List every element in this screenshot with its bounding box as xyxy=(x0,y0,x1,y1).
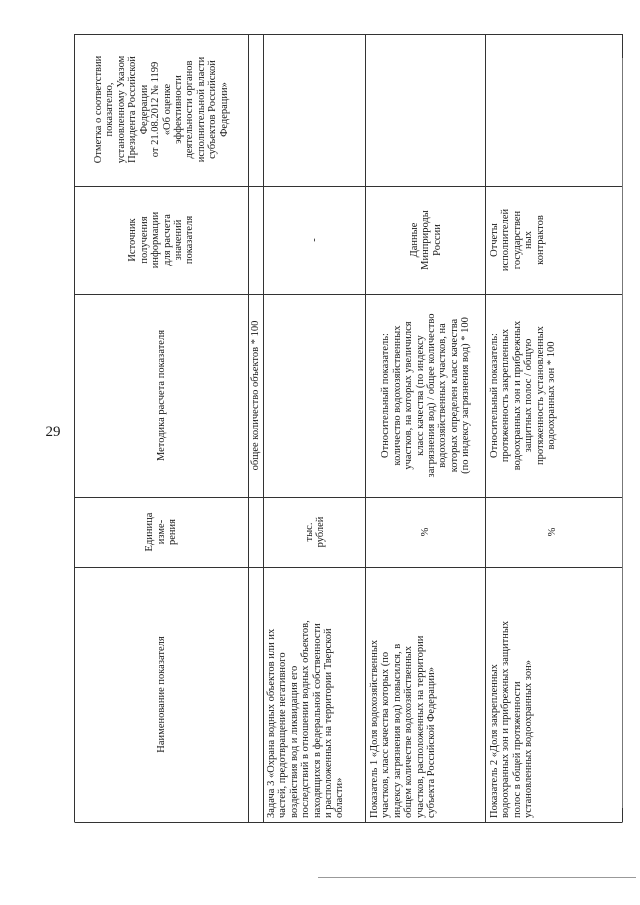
row-2-method: Относительный показатель: количество водохозяйственных участков, на которых увеличился класс качества (по индексу загрязнения вод) / общее количество водохозяйственных участков, на которых определен класс качества (по индексу загрязнения вод) * 100 xyxy=(380,313,472,478)
scan-edge-line xyxy=(318,877,636,878)
scan-edge-line xyxy=(622,58,623,808)
header-mark: Отметка о соответствии показателю, установленному Указом Президента Российской Федерации от 21.08.2012 № 1199 «Об оценке эффективности деятельности органов исполнительной власти субъектов Российской Федерации» xyxy=(93,55,230,164)
row-1-source: - xyxy=(309,238,321,242)
row-3-source: Отчеты исполнителей государствен ных контрактов xyxy=(489,208,546,272)
row-3-name: Показатель 2 «Доля закрепленных водоохранных зон и прибрежных защитных полос в общей протяженности установленных водоохранных зон» xyxy=(489,620,535,818)
page-number: 29 xyxy=(45,424,61,440)
row-1-name: Задача 3 «Охрана водных объектов или их частей, предотвращение негативного воздействия вод и ликвидация его последствий в отношении водных объектов, находящихся в федеральной собственности и расположенных на территории Тверской области» xyxy=(266,620,346,818)
header-source: Источник получения информации для расчета значений показателя xyxy=(127,211,196,269)
row-1-unit: тыс. рублей xyxy=(303,516,326,548)
row-2-unit: % xyxy=(420,527,432,537)
row-2-name: Показатель 1 «Доля водохозяйственных участков, класс качества которых (по индексу загрязнения вод) повысился, в общем количестве водохозяйственных участков, расположенных на территории субъекта Российской Федерации» xyxy=(369,635,438,818)
row-3-method: Относительный показатель: протяженность закрепленных водоохранных зон и прибрежных защитных полос / общую протяженность установленных водоохранных зон * 100 xyxy=(489,320,558,471)
header-method: Методика расчета показателя xyxy=(155,329,167,462)
row-0-method: общее количество объектов * 100 xyxy=(250,320,262,471)
row-2-source: Данные Минприроды России xyxy=(408,210,443,270)
header-unit: Единица изме- рения xyxy=(144,512,179,552)
header-name: Наименование показателя xyxy=(155,636,167,753)
row-3-unit: % xyxy=(547,527,559,537)
